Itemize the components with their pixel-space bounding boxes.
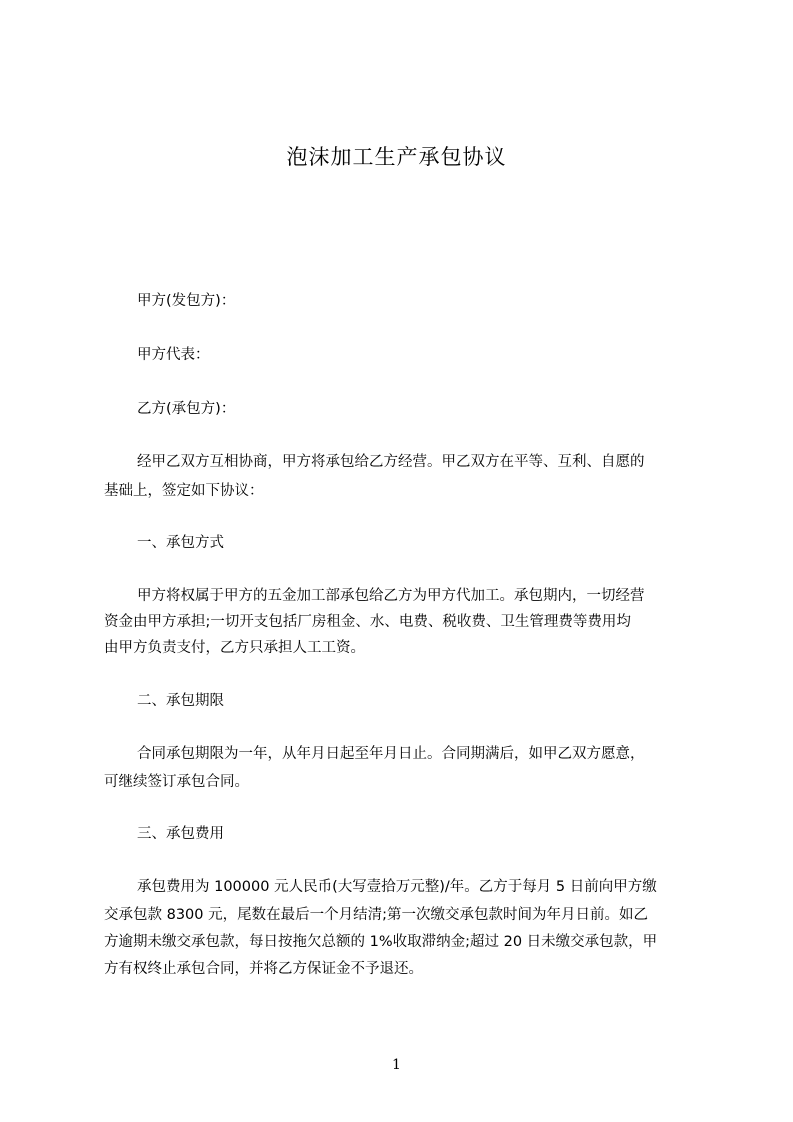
section-heading-contract-term: 二、承包期限	[137, 693, 224, 709]
section-heading-contract-fee: 三、承包费用	[137, 826, 224, 842]
intro-line: 经甲乙双方互相协商，甲方将承包给乙方经营。甲乙双方在平等、互利、自愿的	[137, 454, 645, 470]
party-a-label: 甲方(发包方)：	[137, 293, 236, 309]
party-b-label: 乙方(承包方)：	[137, 401, 236, 417]
section-heading-contract-method: 一、承包方式	[137, 535, 224, 551]
section-body-line: 可继续签订承包合同。	[104, 774, 249, 790]
section-body-line: 由甲方负责支付，乙方只承担人工工资。	[104, 640, 365, 656]
section-body-line: 承包费用为 100000 元人民币(大写壹拾万元整)/年。乙方于每月 5 日前向甲方缴	[137, 879, 657, 895]
party-a-representative-label: 甲方代表：	[137, 347, 210, 363]
section-body-line: 方逾期未缴交承包款，每日按拖欠总额的 1%收取滞纳金;超过 20 日未缴交承包款，甲	[104, 934, 658, 950]
section-body-line: 方有权终止承包合同，并将乙方保证金不予退还。	[104, 961, 423, 977]
section-body-line: 交承包款 8300 元，尾数在最后一个月结清;第一次缴交承包款时间为年月日前。如乙	[104, 907, 649, 923]
page-number: 1	[392, 1057, 401, 1073]
document-title: 泡沫加工生产承包协议	[286, 145, 507, 169]
section-body-line: 甲方将权属于甲方的五金加工部承包给乙方为甲方代加工。承包期内，一切经营	[137, 588, 645, 604]
section-body-line: 资金由甲方承担;一切开支包括厂房租金、水、电费、税收费、卫生管理费等费用均	[104, 614, 631, 630]
intro-line: 基础上，签定如下协议：	[104, 483, 264, 499]
section-body-line: 合同承包期限为一年，从年月日起至年月日止。合同期满后，如甲乙双方愿意，	[137, 746, 645, 762]
